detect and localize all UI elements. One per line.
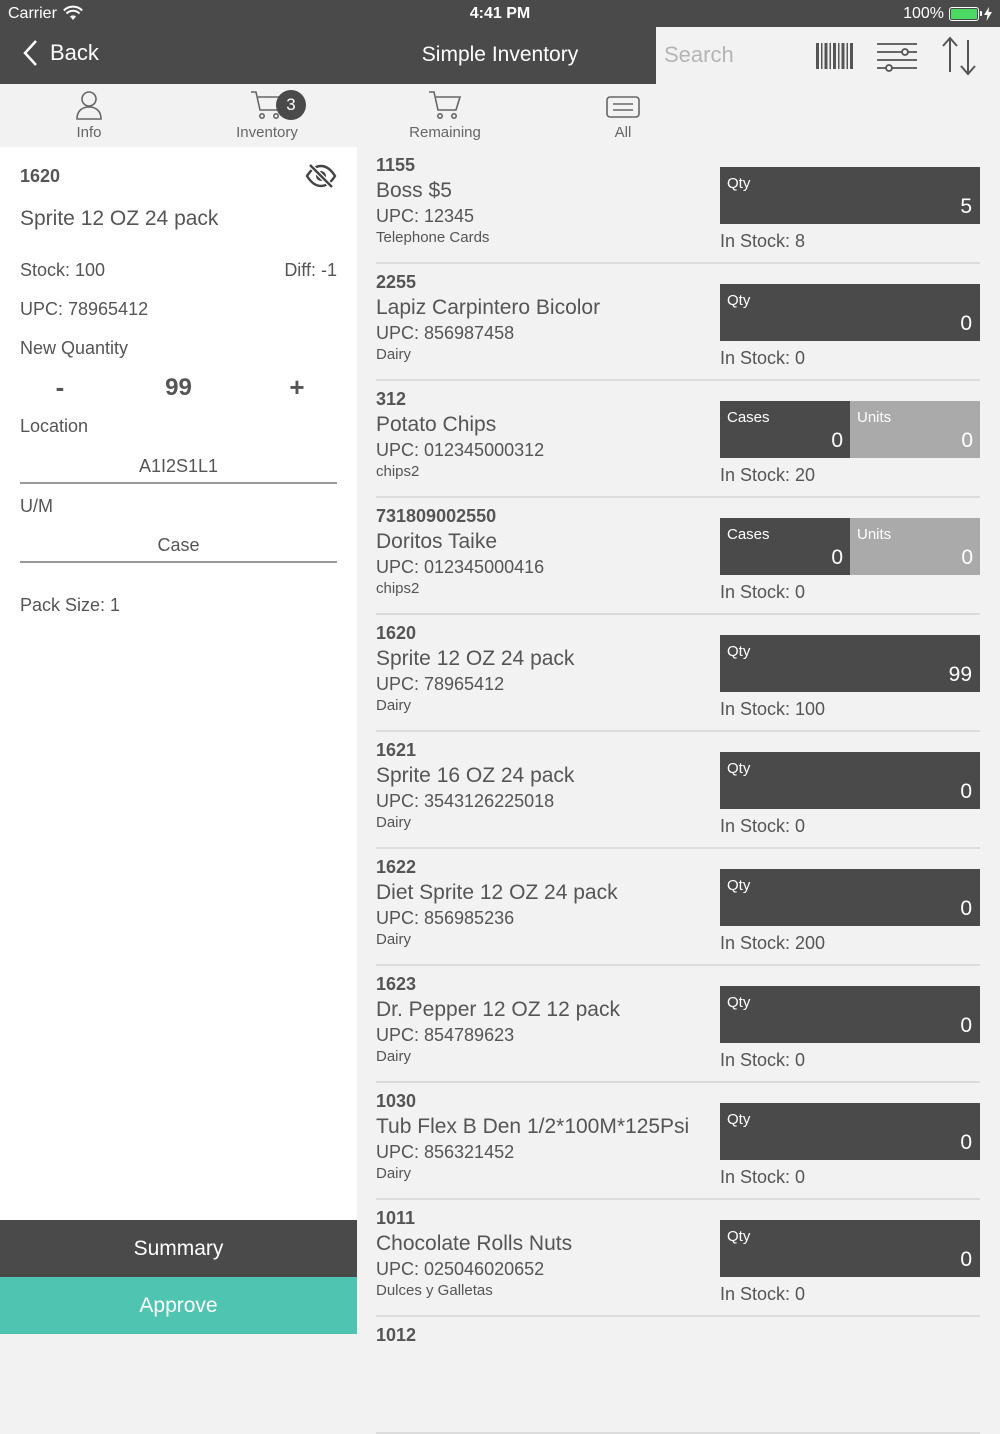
units-label: Units [857, 409, 892, 426]
tab-inventory[interactable] [178, 84, 356, 147]
item-id: 1621 [376, 740, 417, 760]
cases-label: Cases [727, 409, 770, 426]
units-value: 0 [961, 546, 973, 569]
item-id: 731809002550 [376, 506, 497, 526]
qty-input[interactable] [720, 167, 980, 224]
item-category: chips2 [376, 580, 420, 597]
list-item[interactable] [357, 1317, 1000, 1434]
units-label: Units [857, 526, 892, 543]
back-label: Back [50, 40, 99, 65]
tab-remaining-label: Remaining [409, 124, 481, 141]
tab-info-label: Info [76, 124, 102, 141]
inventory-count-badge: 3 [276, 90, 306, 120]
item-name: Potato Chips [376, 413, 497, 436]
summary-button[interactable]: Summary [0, 1220, 357, 1277]
cases-input[interactable] [720, 518, 850, 575]
qty-value: 0 [960, 1131, 972, 1154]
qty-input[interactable] [720, 1220, 980, 1277]
detail-upc: UPC: 78965412 [20, 299, 149, 319]
item-id: 1011 [376, 1208, 416, 1228]
units-input[interactable] [850, 401, 980, 458]
item-name: Doritos Taike [376, 530, 497, 553]
approve-button[interactable]: Approve [0, 1277, 357, 1334]
item-id: 1030 [376, 1091, 417, 1111]
qty-value: 0 [960, 1248, 972, 1271]
cases-value: 0 [831, 546, 843, 569]
carrier-label: Carrier [8, 5, 57, 22]
in-stock: In Stock: 8 [720, 231, 806, 251]
item-upc: UPC: 012345000416 [376, 557, 545, 577]
item-category: Dairy [376, 931, 412, 948]
item-id: 1622 [376, 857, 417, 877]
in-stock: In Stock: 100 [720, 699, 826, 719]
cases-label: Cases [727, 526, 770, 543]
item-category: Dairy [376, 346, 412, 363]
item-name: Boss $5 [376, 179, 452, 202]
battery-percent: 100% [903, 5, 944, 22]
item-upc: UPC: 854789623 [376, 1025, 515, 1045]
list-item[interactable] [357, 849, 1000, 966]
sliders-icon [877, 40, 917, 72]
quantity-stepper [20, 372, 337, 408]
tab-info[interactable] [0, 84, 178, 147]
um-field[interactable]: Case [20, 527, 337, 563]
list-item[interactable] [357, 966, 1000, 1083]
item-id: 1620 [376, 623, 417, 643]
item-detail-panel [0, 147, 357, 1220]
item-category: Dairy [376, 1048, 412, 1065]
detail-item-name: Sprite 12 OZ 24 pack [20, 207, 219, 230]
qty-input[interactable] [720, 869, 980, 926]
in-stock: In Stock: 0 [720, 1050, 806, 1070]
cart-icon [428, 90, 462, 120]
search-input[interactable] [664, 37, 804, 73]
qty-label: Qty [727, 1228, 751, 1245]
cases-value: 0 [831, 429, 843, 452]
item-upc: UPC: 12345 [376, 206, 475, 226]
item-id: 1155 [376, 155, 416, 175]
item-id: 1012 [376, 1325, 417, 1345]
eye-slash-icon[interactable] [305, 163, 337, 189]
qty-input[interactable] [720, 1103, 980, 1160]
cases-input[interactable] [720, 401, 850, 458]
item-name: Chocolate Rolls Nuts [376, 1232, 573, 1255]
item-name: Lapiz Carpintero Bicolor [376, 296, 601, 319]
item-category: Telephone Cards [376, 229, 490, 246]
qty-input[interactable] [720, 752, 980, 809]
pack-size: Pack Size: 1 [20, 595, 121, 615]
qty-value: 99 [948, 663, 972, 686]
item-name: Sprite 12 OZ 24 pack [376, 647, 575, 670]
in-stock: In Stock: 0 [720, 1167, 806, 1187]
new-quantity-label: New Quantity [20, 338, 129, 358]
qty-value: 0 [960, 897, 972, 920]
qty-label: Qty [727, 175, 751, 192]
detail-item-id: 1620 [20, 166, 61, 186]
item-upc: UPC: 3543126225018 [376, 791, 555, 811]
tab-remaining[interactable] [356, 84, 534, 147]
item-upc: UPC: 025046020652 [376, 1259, 545, 1279]
search-toolbar [656, 27, 1000, 84]
qty-input[interactable] [720, 284, 980, 341]
list-item[interactable] [357, 264, 1000, 381]
item-category: Dulces y Galletas [376, 1282, 493, 1299]
nav-title: Simple Inventory [421, 43, 579, 66]
qty-value: 5 [960, 195, 972, 218]
item-id: 1623 [376, 974, 417, 994]
item-category: chips2 [376, 463, 420, 480]
location-field[interactable]: A1I2S1L1 [20, 448, 337, 484]
decrement-button[interactable]: - [55, 372, 65, 402]
item-upc: UPC: 856987458 [376, 323, 515, 343]
cases-units-input [720, 518, 980, 575]
list-item[interactable] [357, 381, 1000, 498]
barcode-button[interactable] [814, 35, 856, 77]
qty-label: Qty [727, 1111, 751, 1128]
qty-value: 0 [960, 1014, 972, 1037]
inventory-list[interactable] [357, 147, 1000, 1345]
cases-units-input [720, 401, 980, 458]
tab-all-label: All [614, 124, 632, 141]
in-stock: In Stock: 200 [720, 933, 826, 953]
item-category: Dairy [376, 697, 412, 714]
detail-diff: Diff: -1 [284, 260, 337, 280]
item-name: Diet Sprite 12 OZ 24 pack [376, 881, 618, 904]
list-item[interactable] [357, 498, 1000, 615]
quantity-value[interactable]: 99 [165, 374, 192, 401]
qty-value: 0 [960, 312, 972, 335]
item-upc: UPC: 856985236 [376, 908, 515, 928]
item-upc: UPC: 012345000312 [376, 440, 545, 460]
sort-icon [939, 36, 979, 76]
battery [903, 5, 992, 23]
clock: 4:41 PM [469, 5, 531, 22]
item-name: Tub Flex B Den 1/2*100M*125Psi [376, 1115, 690, 1138]
item-category: Dairy [376, 814, 412, 831]
qty-input[interactable] [720, 986, 980, 1043]
tab-all[interactable] [534, 84, 712, 147]
in-stock: In Stock: 0 [720, 1284, 806, 1304]
user-icon [75, 90, 103, 120]
units-input[interactable] [850, 518, 980, 575]
qty-input[interactable] [720, 635, 980, 692]
list-item[interactable] [357, 615, 1000, 732]
tab-bar [0, 84, 714, 147]
charging-icon [984, 7, 992, 21]
list-item[interactable] [357, 147, 1000, 264]
item-name: Sprite 16 OZ 24 pack [376, 764, 575, 787]
list-item[interactable] [357, 732, 1000, 849]
units-value: 0 [961, 429, 973, 452]
in-stock: In Stock: 20 [720, 465, 816, 485]
battery-icon [949, 7, 979, 21]
in-stock: In Stock: 0 [720, 582, 806, 602]
qty-label: Qty [727, 994, 751, 1011]
nav-bar [0, 27, 656, 84]
in-stock: In Stock: 0 [720, 816, 806, 836]
item-id: 312 [376, 389, 407, 409]
qty-label: Qty [727, 643, 751, 660]
increment-button[interactable]: + [289, 372, 305, 402]
list-icon [606, 96, 640, 120]
qty-label: Qty [727, 877, 751, 894]
item-upc: UPC: 856321452 [376, 1142, 515, 1162]
list-item[interactable] [357, 1200, 1000, 1317]
list-item[interactable] [357, 1083, 1000, 1200]
sort-button[interactable] [938, 35, 980, 77]
item-name: Dr. Pepper 12 OZ 12 pack [376, 998, 620, 1021]
item-id: 2255 [376, 272, 417, 292]
location-label: Location [20, 416, 89, 436]
qty-value: 0 [960, 780, 972, 803]
um-label: U/M [20, 496, 53, 516]
detail-stock: Stock: 100 [20, 260, 106, 280]
qty-label: Qty [727, 292, 751, 309]
tab-inventory-label: Inventory [236, 124, 298, 141]
item-category: Dairy [376, 1165, 412, 1182]
barcode-icon [816, 43, 854, 69]
status-bar [0, 0, 1000, 27]
item-upc: UPC: 78965412 [376, 674, 505, 694]
in-stock: In Stock: 0 [720, 348, 806, 368]
filter-button[interactable] [876, 35, 918, 77]
qty-label: Qty [727, 760, 751, 777]
